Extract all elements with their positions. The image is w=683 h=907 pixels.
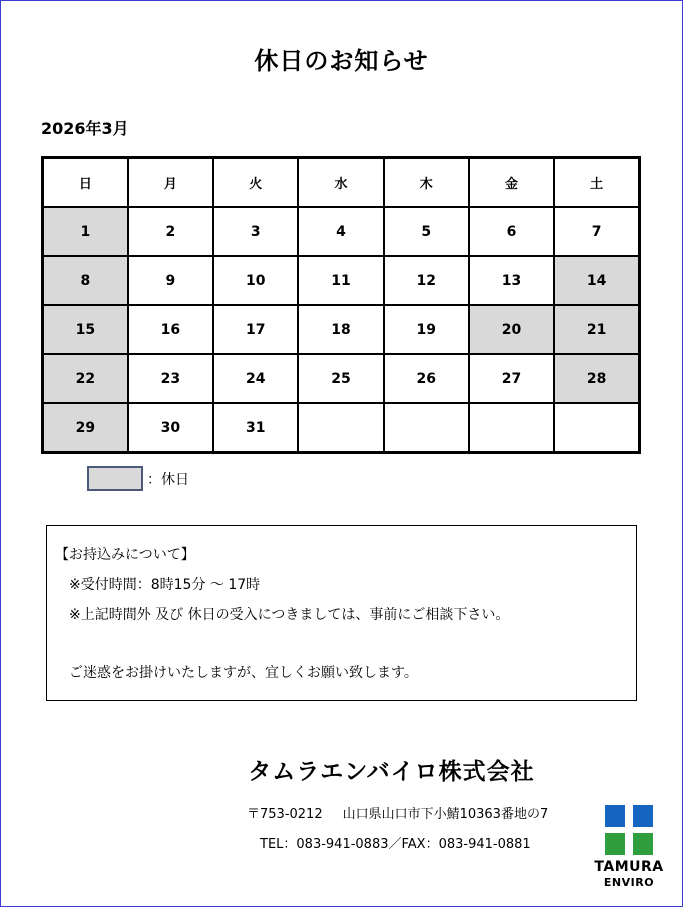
calendar-day-cell: 5 [384,207,469,256]
page-title: 休日のお知らせ [254,47,429,75]
calendar-day-cell: 3 [213,207,298,256]
postal-code: 〒753-0212 [247,807,323,822]
calendar-day-cell: 12 [384,256,469,305]
notice-box [46,525,637,701]
street-address: 山口県山口市下小鯖10363番地の7 [342,807,549,822]
legend-label: ：休日 [147,471,189,488]
calendar-day-cell: 28 [554,354,639,403]
weekday-sat: 土 [554,158,639,208]
calendar-day-cell: 7 [554,207,639,256]
month-label: 2026年3月 [41,119,129,138]
calendar-day-cell: 24 [213,354,298,403]
calendar-day-cell: 22 [43,354,128,403]
calendar-week-row [43,305,640,354]
calendar-day-cell: 25 [298,354,383,403]
calendar-day-cell: 16 [128,305,213,354]
calendar-day-cell: 2 [128,207,213,256]
contact-line: TEL：083-941-0883／FAX：083-941-0881 [260,837,531,852]
address-line [247,803,548,822]
calendar-empty-cell [384,403,469,453]
weekday-fri: 金 [469,158,554,208]
calendar-day-cell: 13 [469,256,554,305]
calendar-day-cell: 23 [128,354,213,403]
notice-line-consult: ※上記時間外 及び 休日の受入につきましては、事前にご相談下さい。 [69,607,510,623]
calendar-day-cell: 17 [213,305,298,354]
weekday-mon: 月 [128,158,213,208]
calendar-day-cell: 9 [128,256,213,305]
calendar-day-cell: 6 [469,207,554,256]
calendar-day-cell: 26 [384,354,469,403]
calendar-day-cell: 29 [43,403,128,453]
calendar-empty-cell [469,403,554,453]
weekday-header-row [43,158,640,208]
weekday-wed: 水 [298,158,383,208]
calendar-week-row [43,354,640,403]
calendar-day-cell: 8 [43,256,128,305]
calendar-week-row [43,403,640,453]
calendar-day-cell: 20 [469,305,554,354]
logo-name: TAMURA [594,859,664,875]
calendar-empty-cell [554,403,639,453]
logo-gap [605,827,653,833]
calendar-day-cell: 21 [554,305,639,354]
weekday-thu: 木 [384,158,469,208]
calendar-day-cell: 18 [298,305,383,354]
calendar-day-cell: 31 [213,403,298,453]
notice-heading: 【お持込みについて】 [55,547,195,563]
logo-subname: ENVIRO [603,876,655,889]
calendar-day-cell: 14 [554,256,639,305]
holiday-legend-swatch [87,466,143,491]
calendar-week-row [43,207,640,256]
weekday-tue: 火 [213,158,298,208]
calendar-day-cell: 1 [43,207,128,256]
calendar-day-cell: 4 [298,207,383,256]
notice-line-apology: ご迷惑をお掛けいたしますが、宜しくお願い致します。 [69,665,418,681]
calendar-day-cell: 30 [128,403,213,453]
weekday-sun: 日 [43,158,128,208]
company-name: タムラエンバイロ株式会社 [248,759,535,785]
calendar-day-cell: 19 [384,305,469,354]
calendar-day-cell: 11 [298,256,383,305]
calendar-day-cell: 27 [469,354,554,403]
calendar-table [41,156,641,454]
calendar-week-row [43,256,640,305]
calendar-day-cell: 10 [213,256,298,305]
notice-line-hours: ※受付時間：8時15分 〜 17時 [69,577,261,593]
calendar-empty-cell [298,403,383,453]
legend [87,466,189,491]
tamura-logo-icon [591,805,667,855]
calendar-day-cell: 15 [43,305,128,354]
